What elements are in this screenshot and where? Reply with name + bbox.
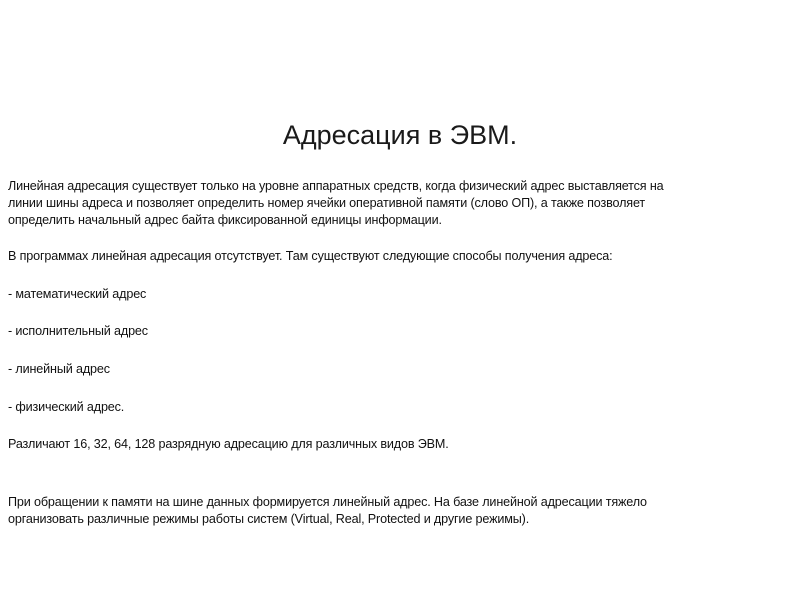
text-line: Линейная адресация существует только на уровне аппаратных средств, когда физический адрес выставляется на bbox=[8, 179, 664, 193]
text-line: определить начальный адрес байта фиксированной единицы информации. bbox=[8, 213, 442, 227]
bits-paragraph: Различают 16, 32, 64, 128 разрядную адресацию для различных видов ЭВМ. bbox=[8, 437, 449, 451]
text-line: линии шины адреса и позволяет определить номер ячейки оперативной памяти (слово ОП), а также позволяет bbox=[8, 196, 646, 210]
conclusion-paragraph bbox=[8, 494, 647, 528]
text-line: организовать различные режимы работы систем (Virtual, Real, Protected и другие режимы). bbox=[8, 512, 530, 526]
slide-title: Адресация в ЭВМ. bbox=[282, 120, 518, 150]
address-type-item: - физический адрес. bbox=[8, 400, 125, 414]
programs-paragraph: В программах линейная адресация отсутствует. Там существуют следующие способы получения адреса: bbox=[8, 249, 613, 263]
address-type-item: - исполнительный адрес bbox=[8, 324, 148, 338]
intro-paragraph bbox=[8, 178, 663, 229]
address-type-item: - линейный адрес bbox=[8, 362, 110, 376]
text-line: При обращении к памяти на шине данных формируется линейный адрес. На базе линейной адресации тяжело bbox=[8, 495, 647, 509]
address-type-item: - математический адрес bbox=[8, 287, 147, 301]
